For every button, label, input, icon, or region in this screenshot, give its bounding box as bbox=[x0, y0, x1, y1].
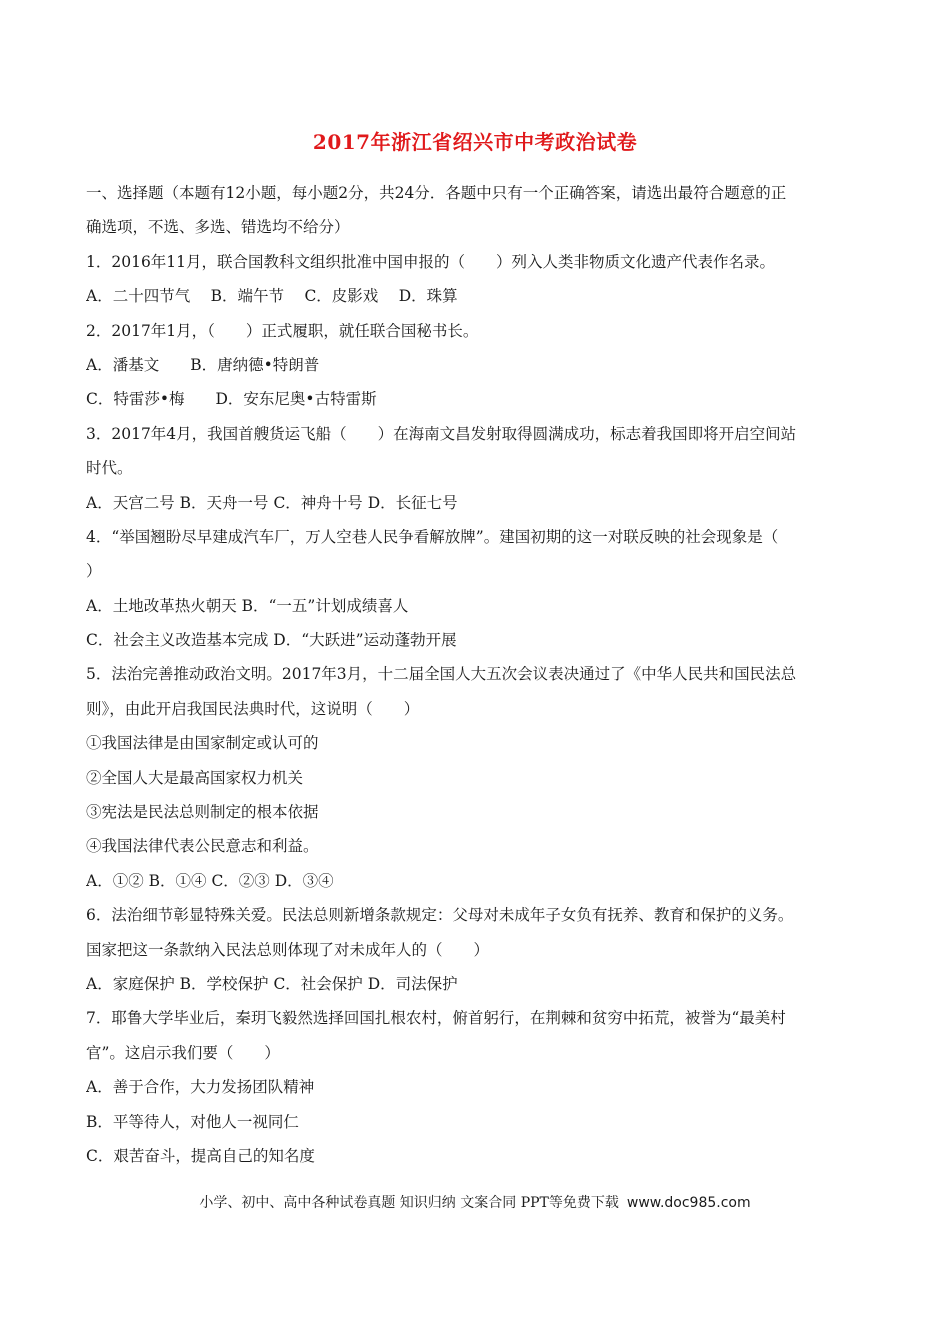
text-line: ①我国法律是由国家制定或认可的 bbox=[86, 734, 319, 753]
page-footer bbox=[0, 1192, 950, 1212]
text-line: C．特雷莎•梅 D．安东尼奥•古特雷斯 bbox=[86, 390, 377, 409]
document-title: 2017年浙江省绍兴市中考政治试卷 bbox=[312, 130, 638, 154]
text-line: 则》，由此开启我国民法典时代，这说明（ ） bbox=[86, 699, 420, 718]
text-line: A．善于合作，大力发扬团队精神 bbox=[86, 1078, 315, 1097]
text-line: 6．法治细节彰显特殊关爱。民法总则新增条款规定：父母对未成年子女负有抚养、教育和保护的义务。 bbox=[86, 906, 794, 925]
text-line: B．平等待人，对他人一视同仁 bbox=[86, 1112, 299, 1131]
footer-text: 小学、初中、高中各种试卷真题 知识归纳 文案合同 PPT等免费下载 bbox=[199, 1195, 619, 1211]
text-line: 2．2017年1月，（ ）正式履职，就任联合国秘书长。 bbox=[86, 321, 479, 340]
text-line: 1．2016年11月，联合国教科文组织批准中国申报的（ ）列入人类非物质文化遗产代表作名录。 bbox=[86, 252, 776, 271]
text-line: ） bbox=[86, 562, 102, 581]
text-line: C．艰苦奋斗，提高自己的知名度 bbox=[86, 1146, 315, 1165]
text-line: 国家把这一条款纳入民法总则体现了对未成年人的（ ） bbox=[86, 940, 490, 959]
text-line: ④我国法律代表公民意志和利益。 bbox=[86, 837, 319, 856]
text-line: 5．法治完善推动政治文明。2017年3月，十二届全国人大五次会议表决通过了《中华人民共和国民法总 bbox=[86, 665, 797, 684]
text-line: 3．2017年4月，我国首艘货运飞船（ ）在海南文昌发射取得圆满成功，标志着我国即将开启空间站 bbox=[86, 424, 797, 443]
text-line: ③宪法是民法总则制定的根本依据 bbox=[86, 803, 319, 822]
text-line: A．潘基文 B．唐纳德•特朗普 bbox=[86, 355, 320, 374]
text-line: 确选项，不选、多选、错选均不给分） bbox=[86, 218, 350, 237]
text-line: 官”。这启示我们要（ ） bbox=[86, 1043, 280, 1062]
text-line: A．土地改革热火朝天 B．“一五”计划成绩喜人 bbox=[86, 596, 409, 615]
text-line: 时代。 bbox=[86, 459, 133, 478]
text-line: A．天宫二号 B．天舟一号 C．神舟十号 D．长征七号 bbox=[86, 493, 458, 512]
footer-site-link[interactable]: www.doc985.com bbox=[626, 1195, 751, 1211]
text-line: 4．“举国翘盼尽早建成汽车厂，万人空巷人民争看解放牌”。建国初期的这一对联反映的社会现象是（ bbox=[86, 527, 779, 546]
question-body bbox=[86, 176, 866, 1173]
text-line: A．家庭保护 B．学校保护 C．社会保护 D．司法保护 bbox=[86, 974, 458, 993]
text-line: A．①② B．①④ C．②③ D．③④ bbox=[86, 871, 334, 890]
text-line: A．二十四节气 B．端午节 C．皮影戏 D．珠算 bbox=[86, 287, 458, 306]
text-line: ②全国人大是最高国家权力机关 bbox=[86, 768, 304, 787]
text-line: C．社会主义改造基本完成 D．“大跃进”运动蓬勃开展 bbox=[86, 631, 457, 650]
text-line: 7．耶鲁大学毕业后，秦玥飞毅然选择回国扎根农村，俯首躬行，在荆棘和贫穷中拓荒，被誉为“最美村 bbox=[86, 1009, 786, 1028]
text-line: 一、选择题（本题有12小题，每小题2分，共24分．各题中只有一个正确答案，请选出最符合题意的正 bbox=[86, 184, 787, 202]
